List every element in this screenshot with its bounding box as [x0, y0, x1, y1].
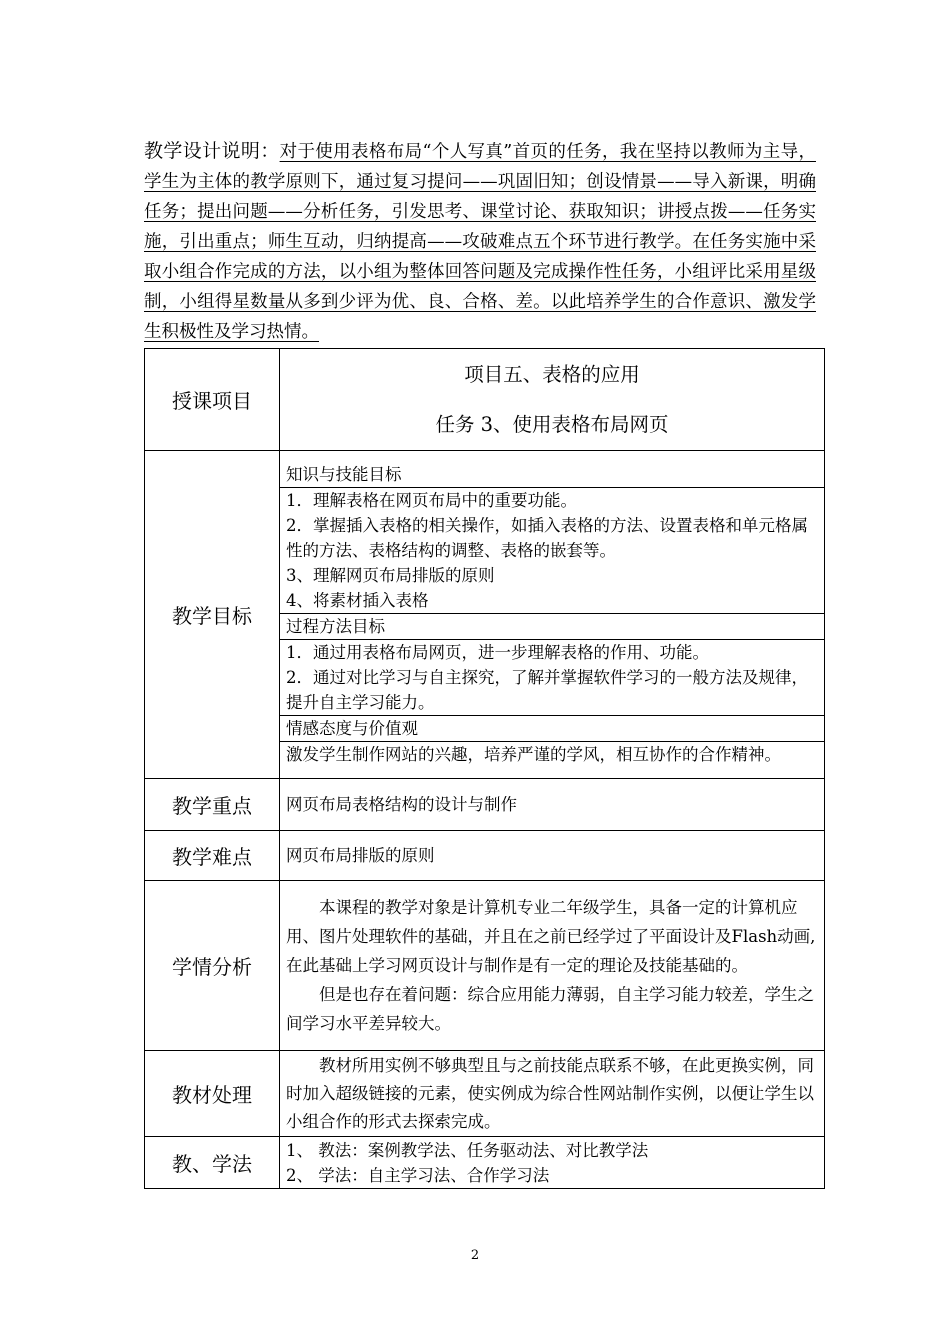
project-title: 项目五、表格的应用	[464, 362, 640, 386]
label-analysis: 学情分析	[145, 881, 280, 1051]
list-item: 2、 学法：自主学习法、合作学习法	[286, 1165, 550, 1185]
row-goals	[145, 451, 825, 779]
list-item: 1．理解表格在网页布局中的重要功能。	[286, 491, 577, 510]
analysis-cell	[280, 881, 825, 1051]
label-methods: 教、学法	[145, 1137, 280, 1189]
label-project: 授课项目	[145, 349, 280, 451]
process-goals-title: 过程方法目标	[280, 613, 824, 639]
row-focus	[145, 779, 825, 831]
analysis-paragraph-1: 本课程的教学对象是计算机专业二年级学生，具备一定的计算机应用、图片处理软件的基础，并且在之前已经学过了平面设计及Flash动画,在此基础上学习网页设计与制作是有一定的理论及技能基础的。	[286, 898, 816, 975]
list-item: 1．通过用表格布局网页，进一步理解表格的作用、功能。	[286, 643, 709, 662]
list-item: 1、 教法：案例教学法、任务驱动法、对比教学法	[286, 1140, 649, 1160]
label-focus: 教学重点	[145, 779, 280, 831]
row-material	[145, 1051, 825, 1137]
methods-cell	[280, 1137, 825, 1189]
goals-cell	[280, 451, 825, 779]
list-item: 2．通过对比学习与自主探究，了解并掌握软件学习的一般方法及规律，提升自主学习能力。	[286, 668, 808, 712]
list-item: 2．掌握插入表格的相关操作，如插入表格的方法、设置表格和单元格属性的方法、表格结构的调整、表格的嵌套等。	[286, 516, 808, 560]
label-goals: 教学目标	[145, 451, 280, 779]
analysis-paragraph-2: 但是也存在着问题：综合应用能力薄弱，自主学习能力较差，学生之间学习水平差异较大。	[286, 985, 814, 1033]
project-cell	[280, 349, 825, 451]
label-material: 教材处理	[145, 1051, 280, 1137]
list-item: 3、理解网页布局排版的原则	[286, 566, 495, 585]
row-project	[145, 349, 825, 451]
focus-text: 网页布局表格结构的设计与制作	[280, 779, 825, 831]
emotion-goals-title: 情感态度与价值观	[280, 715, 824, 741]
row-analysis	[145, 881, 825, 1051]
lesson-plan-table	[144, 348, 825, 1189]
label-difficulty: 教学难点	[145, 831, 280, 881]
design-description	[144, 136, 816, 347]
task-title: 任务 3、使用表格布局网页	[435, 412, 669, 436]
knowledge-goals-list	[280, 487, 824, 613]
design-description-lead: 教学设计说明：	[144, 140, 280, 162]
process-goals-list	[280, 639, 824, 715]
row-methods	[145, 1137, 825, 1189]
knowledge-goals-title: 知识与技能目标	[286, 465, 402, 484]
design-description-body: 对于使用表格布局“个人写真”首页的任务，我在坚持以教师为主导，学生为主体的教学原则下，通过复习提问——巩固旧知；创设情景——导入新课，明确任务；提出问题——分析任务，引发思考、课堂讨论、获取知识；讲授点拨——任务实施，引出重点；师生互动，归纳提高——攻破难点五个环节进行教学。在任务实施中采取小组合作完成的方法，以小组为整体回答问题及完成操作性任务，小组评比采用星级制，小组得星数量从多到少评为优、良、合格、差。以此培养学生的合作意识、激发学生积极性及学习热情。	[144, 142, 816, 342]
emotion-goals-text: 激发学生制作网站的兴趣，培养严谨的学风，相互协作的合作精神。	[280, 741, 824, 767]
material-cell	[280, 1051, 825, 1137]
page-number: 2	[470, 1248, 480, 1263]
row-difficulty	[145, 831, 825, 881]
list-item: 4、将素材插入表格	[286, 591, 429, 610]
difficulty-text: 网页布局排版的原则	[280, 831, 825, 881]
material-text: 教材所用实例不够典型且与之前技能点联系不够，在此更换实例，同时加入超级链接的元素，使实例成为综合性网站制作实例，以便让学生以小组合作的形式去探索完成。	[286, 1055, 814, 1131]
